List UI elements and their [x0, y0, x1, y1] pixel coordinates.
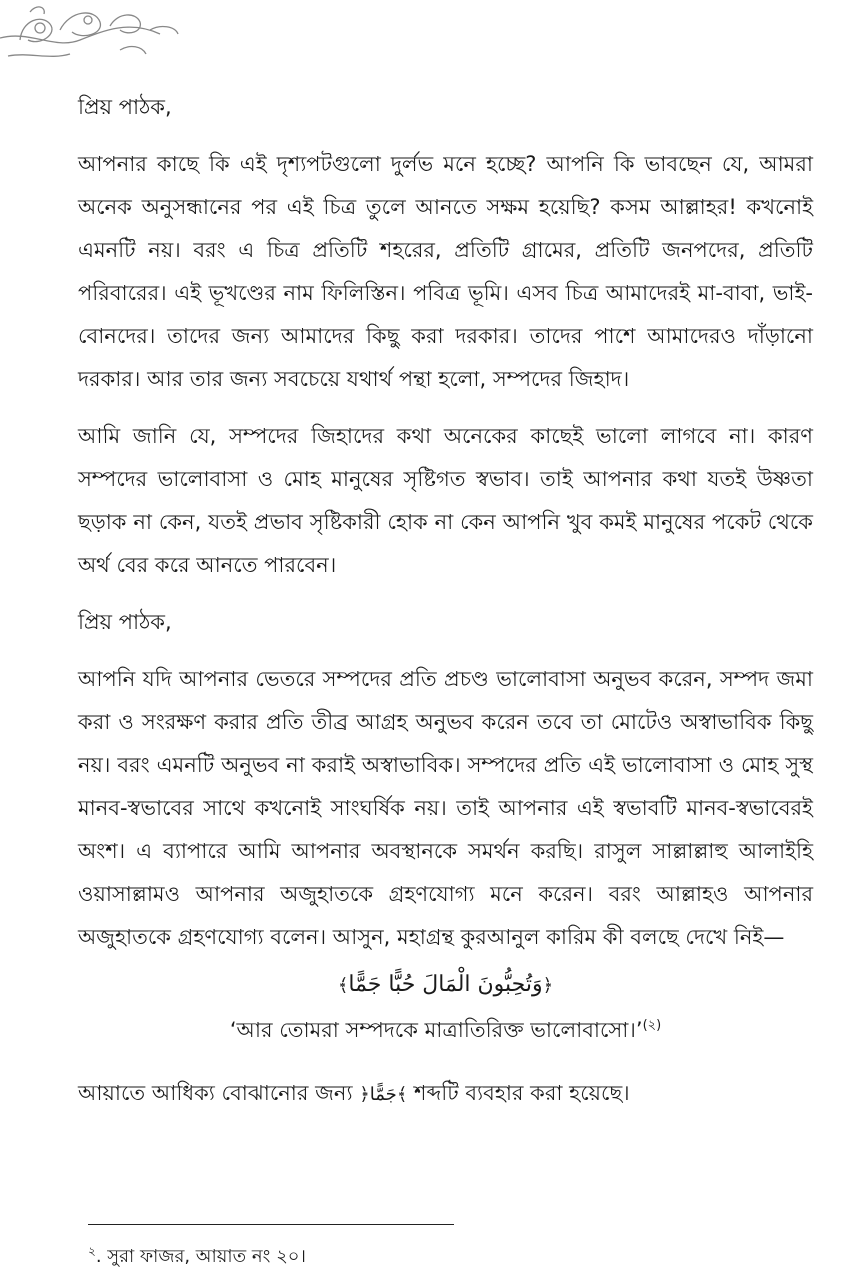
paragraph: আপনি যদি আপনার ভেতরে সম্পদের প্রতি প্রচণ্ড ভালোবাসা অনুভব করেন, সম্পদ জমা করা ও সংরক্ষণ করার প্রতি তীব্র আগ্রহ অনুভব করেন তবে তা মোটেও অস্বাভাবিক কিছু নয়। বরং এমনটি অনুভব না করাই অস্বাভাবিক। সম্পদের প্রতি এই ভালোবাসা ও মোহ সুস্থ মানব-স্বভাবের সাথে কখনোই সাংঘর্ষিক নয়। তাই আপনার এই স্বভাবটি মানব-স্বভাবেরই অংশ। এ ব্যাপারে আমি আপনার অবস্থানকে সমর্থন করছি। রাসুল সাল্লাল্লাহু আলাইহি ওয়াসাল্লামও আপনার অজুহাতকে গ্রহণযোগ্য মনে করেন। বরং আল্লাহও আপনার অজুহাতকে গ্রহণযোগ্য বলেন। আসুন, মহাগ্রন্থ কুরআনুল কারিম কী বলছে দেখে নিই— [78, 667, 813, 949]
quran-verse [78, 965, 813, 1006]
paragraph-text: শব্দটি ব্যবহার করা হয়েছে। [414, 1081, 630, 1105]
paragraph: আমি জানি যে, সম্পদের জিহাদের কথা অনেকের কাছেই ভালো লাগবে না। কারণ সম্পদের ভালোবাসা ও মোহ মানুষের সৃষ্টিগত স্বভাব। তাই আপনার কথা যতই উষ্ণতা ছড়াক না কেন, যতই প্রভাব সৃষ্টিকারী হোক না কেন আপনি খুব কমই মানুষের পকেট থেকে অর্থ বের করে আনতে পারবেন। [78, 424, 813, 577]
paragraph-text: আয়াতে আধিক্য বোঝানোর জন্য [78, 1081, 353, 1105]
footnote-text: . সুরা ফাজর, আয়াত নং ২০। [95, 1246, 306, 1267]
footnote-marker: ২ [88, 1244, 96, 1258]
translation-text: ‘আর তোমরা সম্পদকে মাত্রাতিরিক্ত ভালোবাসো।’ [229, 1018, 643, 1042]
arabic-word-text: جَمًّا [369, 1084, 397, 1105]
salutation: প্রিয় পাঠক, [78, 610, 172, 634]
paragraph: আপনার কাছে কি এই দৃশ্যপটগুলো দুর্লভ মনে হচ্ছে? আপনি কি ভাবছেন যে, আমরা অনেক অনুসন্ধানের পর এই চিত্র তুলে আনতে সক্ষম হয়েছি? কসম আল্লাহর! কখনোই এমনটি নয়। বরং এ চিত্র প্রতিটি শহরের, প্রতিটি গ্রামের, প্রতিটি জনপদের, প্রতিটি পরিবারের। এই ভূখণ্ডের নাম ফিলিস্তিন। পবিত্র ভূমি। এসব চিত্র আমাদেরই মা-বাবা, ভাই-বোনদের। তাদের জন্য আমাদের কিছু করা দরকার। তাদের পাশে আমাদেরও দাঁড়ানো দরকার। আর তার জন্য সবচেয়ে যথার্থ পন্থা হলো, সম্পদের জিহাদ। [78, 152, 813, 391]
ornate-bracket-icon: ﴿ [542, 975, 554, 996]
inline-arabic-word: ﴿جَمًّا﴾ [359, 1084, 408, 1105]
ornate-bracket-icon: ﴾ [337, 975, 349, 996]
floral-ornament [0, 0, 240, 70]
footnote-reference: (২) [642, 1018, 662, 1033]
book-page-body [78, 86, 813, 1116]
paragraph [78, 1072, 813, 1116]
footnote [88, 1238, 306, 1270]
footnote-divider [88, 1224, 454, 1225]
arabic-verse-text: وَتُحِبُّونَ الْمَالَ حُبًّا جَمًّا [348, 972, 543, 997]
verse-translation [78, 1006, 813, 1050]
salutation: প্রিয় পাঠক, [78, 95, 172, 119]
